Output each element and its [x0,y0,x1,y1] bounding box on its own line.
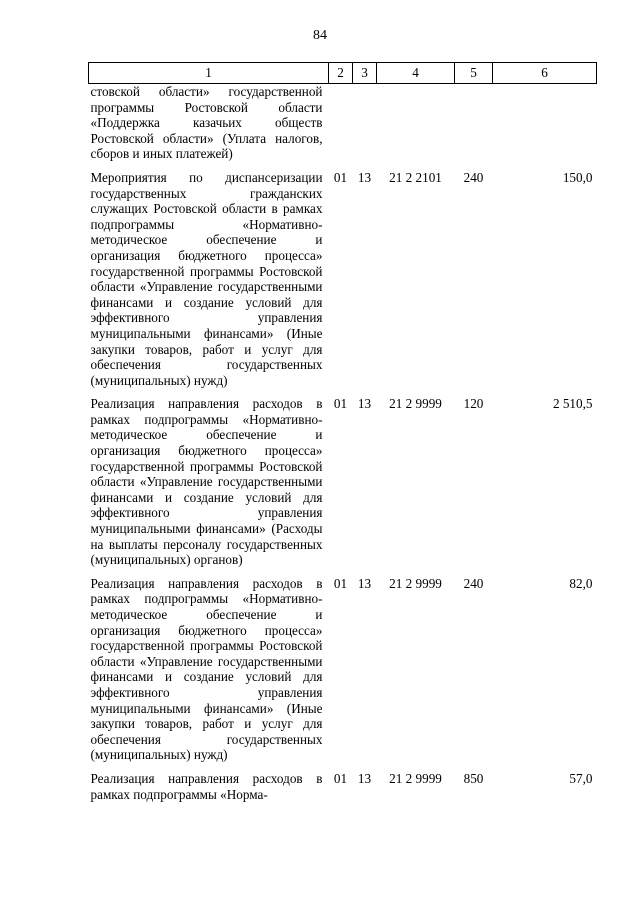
row-expense-type [455,84,493,162]
table-body [89,84,597,803]
row-expense-type: 240 [463,575,484,591]
row-name: Реализация направления расходов в рамках подпрограммы «Нормативно-методическое обеспечение и организация бюджетного процесса» государственной программы Ростовской области «Управление государственными финансами и создание условий для эффективного управления муниципальными финансами» (Иные закупки товаров, работ и услуг для обеспечения государственных (муниципальных) нужд) [90,575,323,763]
table-header [89,63,597,84]
row-name: Реализация направления расходов в рамках подпрограммы «Нормативно-методическое обеспечение и организация бюджетного процесса» государственной программы Ростовской области «Управление государственными финансами и создание условий для эффективного управления муниципальными финансами» (Расходы на выплаты персоналу государственных (муниципальных) органов) [90,396,323,568]
header-col-4: 4 [377,63,455,84]
row-amount: 150,0 [562,169,593,185]
header-col-6: 6 [493,63,597,84]
row-target-article: 21 2 2101 [389,169,442,185]
row-target-article: 21 2 9999 [389,770,442,786]
header-col-1: 1 [89,63,329,84]
row-amount: 82,0 [569,575,593,591]
row-expense-type: 850 [463,770,484,786]
row-subsection: 13 [357,396,372,412]
row-section: 01 [333,770,348,786]
header-row [89,63,597,84]
row-subsection: 13 [357,169,372,185]
header-col-5: 5 [455,63,493,84]
row-amount: 2 510,5 [552,396,593,412]
row-section: 01 [333,575,348,591]
row-subsection: 13 [357,770,372,786]
table-row [89,162,597,388]
row-expense-type: 120 [463,396,484,412]
row-section: 01 [333,169,348,185]
row-target-article [377,84,455,162]
row-expense-type: 240 [463,169,484,185]
row-section [329,84,353,162]
row-target-article: 21 2 9999 [389,575,442,591]
row-target-article: 21 2 9999 [389,396,442,412]
row-subsection [353,84,377,162]
row-amount [493,84,597,162]
row-subsection: 13 [357,575,372,591]
row-amount: 57,0 [569,770,593,786]
row-name: Мероприятия по диспансеризации государственных гражданских служащих Ростовской области в рамках подпрограммы «Нормативно-методическое обеспечение и организация бюджетного процесса» государственной программы Ростовской области «Управление государственными финансами и создание условий для эффективного управления муниципальными финансами» (Иные закупки товаров, работ и услуг для обеспечения государственных (муниципальных) нужд) [90,169,323,388]
page-number: 84 [313,28,327,43]
row-name: стовской области» государственной программы Ростовской области «Поддержка казачьих обществ Ростовской области» (Уплата налогов, сборов и иных платежей) [90,84,323,162]
header-col-3: 3 [353,63,377,84]
header-col-2: 2 [329,63,353,84]
budget-table [88,62,597,802]
table-row [89,84,597,162]
table-row [89,763,597,802]
table-row [89,388,597,568]
table-row [89,568,597,763]
row-name: Реализация направления расходов в рамках подпрограммы «Норма- [90,770,323,802]
row-section: 01 [333,396,348,412]
